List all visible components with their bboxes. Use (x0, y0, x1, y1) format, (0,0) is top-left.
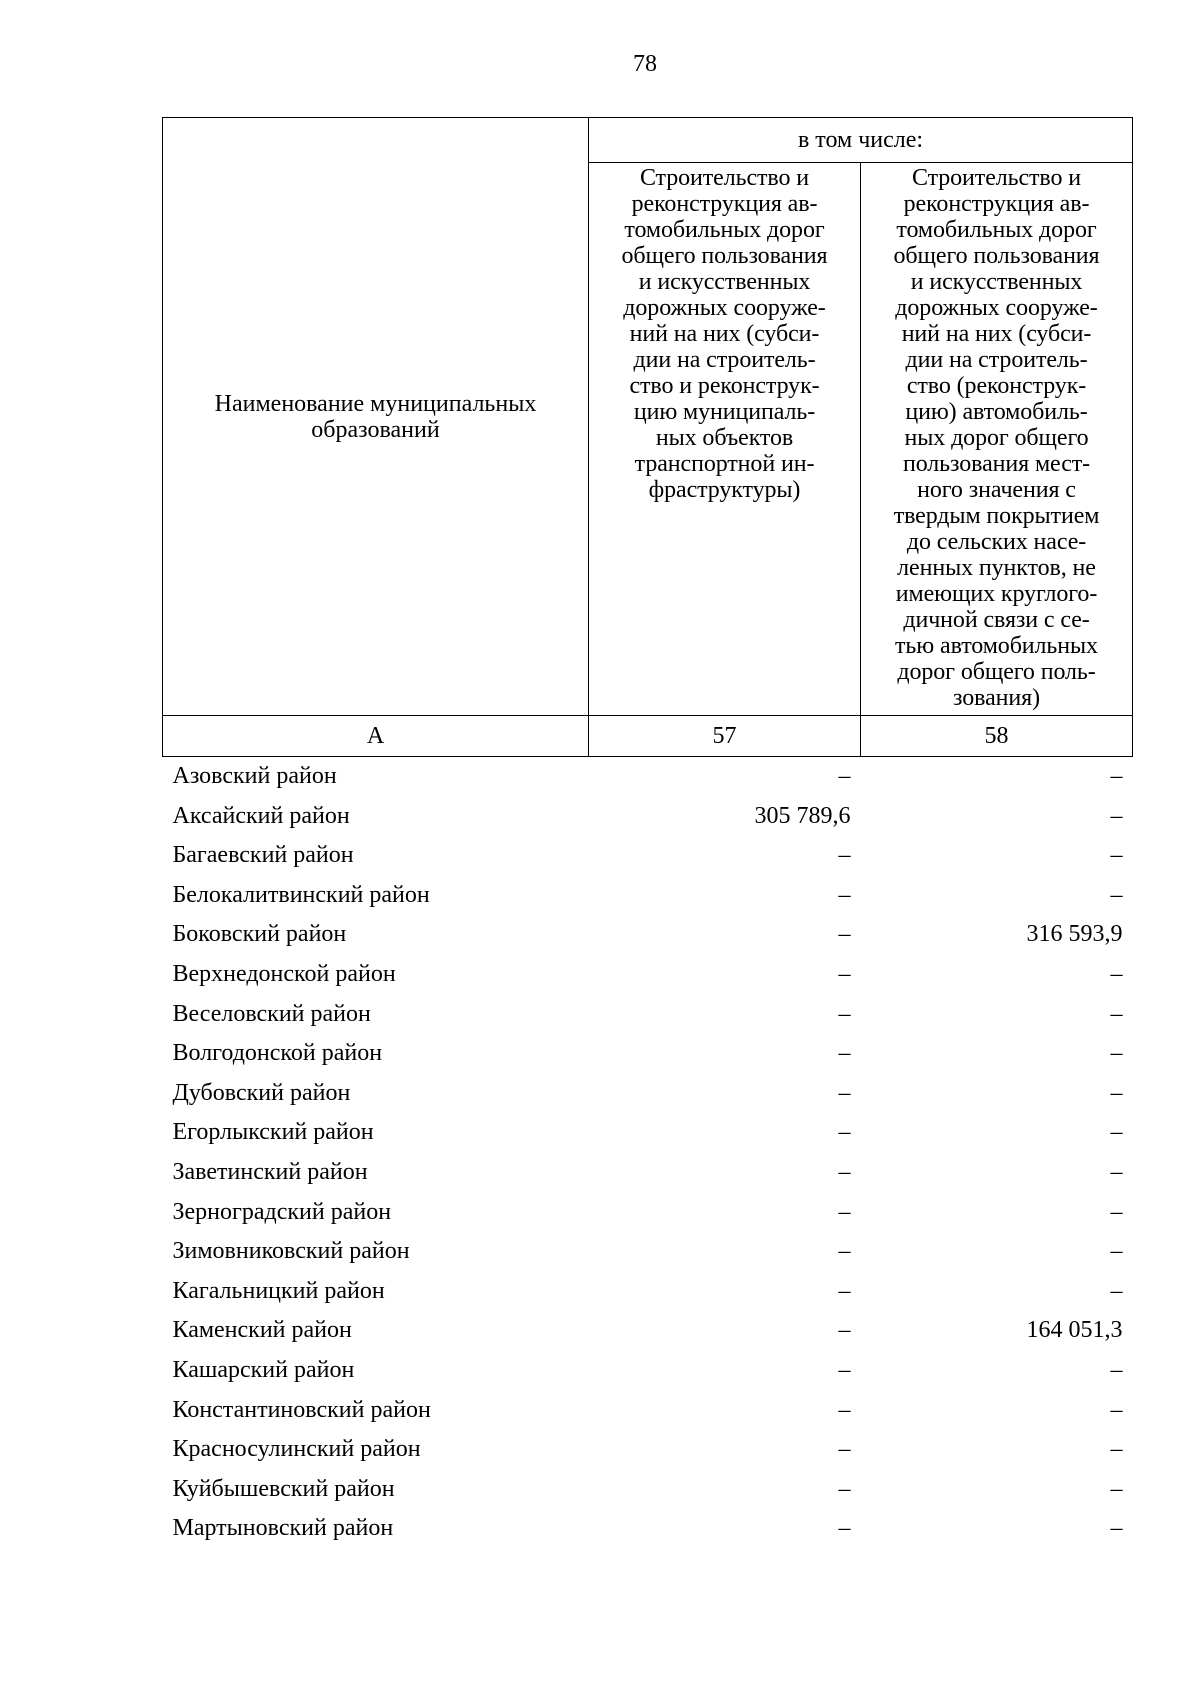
table-row (163, 1232, 1133, 1272)
value-col-57-cell: – (838, 1317, 851, 1344)
table-row (163, 1034, 1133, 1074)
value-col-57-cell: – (838, 763, 851, 789)
value-col-57-cell: – (838, 960, 851, 987)
table-body (163, 757, 1133, 1549)
municipality-name-cell: Азовский район (172, 763, 337, 789)
municipality-name-cell: Константиновский район (172, 1396, 431, 1423)
value-col-58-cell: – (1110, 1396, 1123, 1423)
value-col-57-cell: – (838, 1475, 851, 1502)
table-row (163, 757, 1133, 797)
value-col-58-cell: – (1110, 1515, 1123, 1542)
municipality-name-cell: Дубовский район (172, 1079, 351, 1106)
value-col-57-cell: 305 789,6 (754, 802, 851, 829)
value-col-57-cell: – (838, 842, 851, 869)
value-col-57-cell: – (838, 1277, 851, 1304)
municipal-table (162, 117, 1133, 1549)
value-col-58-cell: – (1110, 1119, 1123, 1146)
table-row (163, 1391, 1133, 1431)
table-header (163, 118, 1133, 757)
value-col-58-cell: – (1110, 842, 1123, 869)
value-col-57-cell: – (838, 1436, 851, 1463)
value-col-58-cell: – (1110, 1040, 1123, 1067)
municipality-name-cell: Кашарский район (172, 1356, 355, 1383)
value-col-58-cell: – (1110, 960, 1123, 987)
value-col-57-cell: – (838, 1040, 851, 1067)
page-number: 78 (633, 51, 657, 77)
table-row (163, 1430, 1133, 1470)
value-col-57-cell: – (838, 1238, 851, 1265)
municipality-name-cell: Багаевский район (172, 842, 354, 869)
table-row (163, 876, 1133, 916)
municipality-name-cell: Боковский район (172, 921, 347, 948)
municipality-name-cell: Аксайский район (172, 802, 350, 829)
value-col-57-cell: – (838, 921, 851, 948)
table-row (163, 1153, 1133, 1193)
value-col-58-cell: – (1110, 1238, 1123, 1265)
value-col-58-cell: – (1110, 1475, 1123, 1502)
value-col-58-cell: – (1110, 881, 1123, 908)
table-row (163, 797, 1133, 837)
municipality-name-cell: Егорлыкский район (172, 1119, 374, 1146)
header-col-58: Строительство и реконструкция ав- томобильных дорог общего пользования и искусственных дорожных сооруже- ний на них (субси- дии на строитель- ство (реконструк- цию) автомобиль- ных дорог общего пользования мест- ного значения с твердым покрытием до сельских насе- ленных пунктов, не имеющих круглого- дичной связи с се- тью автомобильных дорог общего поль- зования) (861, 163, 1133, 716)
numbering-57: 57 (589, 716, 861, 757)
value-col-58-cell: – (1110, 802, 1123, 829)
municipality-name-cell: Куйбышевский район (172, 1475, 395, 1502)
numbering-a: А (163, 716, 589, 757)
value-col-57-cell: – (838, 1356, 851, 1383)
value-col-57-cell: – (838, 1198, 851, 1225)
municipality-name-cell: Волгодонской район (172, 1040, 383, 1067)
value-col-58-cell: – (1110, 1436, 1123, 1463)
header-group-including: в том числе: (589, 118, 1133, 163)
value-col-58-cell: – (1110, 1356, 1123, 1383)
value-col-57-cell: – (838, 881, 851, 908)
value-col-58-cell: – (1110, 1158, 1123, 1185)
value-col-58-cell: – (1110, 1000, 1123, 1027)
value-col-58-cell: – (1110, 1079, 1123, 1106)
table-row (163, 1272, 1133, 1312)
municipality-name-cell: Кагальницкий район (172, 1277, 385, 1304)
value-col-57-cell: – (838, 1515, 851, 1542)
municipality-name-cell: Красносулинский район (172, 1436, 421, 1463)
table-row (163, 1193, 1133, 1233)
value-col-57-cell: – (838, 1079, 851, 1106)
value-col-58-cell: – (1110, 1198, 1123, 1225)
municipality-name-cell: Веселовский район (172, 1000, 371, 1027)
value-col-58-cell: – (1110, 763, 1123, 789)
numbering-58: 58 (861, 716, 1133, 757)
table-row (163, 995, 1133, 1035)
value-col-58-cell: – (1110, 1277, 1123, 1304)
municipality-name-cell: Мартыновский район (172, 1515, 394, 1542)
table-row (163, 915, 1133, 955)
table-row (163, 1074, 1133, 1114)
table-row (163, 955, 1133, 995)
header-municipality-name: Наименование муниципальных образований (163, 118, 589, 716)
table-row (163, 1351, 1133, 1391)
municipality-name-cell: Каменский район (172, 1317, 352, 1344)
municipality-name-cell: Белокалитвинский район (172, 881, 430, 908)
table-row (163, 836, 1133, 876)
table-row (163, 1509, 1133, 1549)
table-row (163, 1113, 1133, 1153)
table-row (163, 1311, 1133, 1351)
value-col-58-cell: 316 593,9 (1026, 921, 1123, 948)
municipality-name-cell: Заветинский район (172, 1158, 368, 1185)
value-col-57-cell: – (838, 1158, 851, 1185)
value-col-57-cell: – (838, 1119, 851, 1146)
table-row (163, 1470, 1133, 1510)
value-col-58-cell: 164 051,3 (1026, 1317, 1123, 1344)
municipality-name-cell: Зерноградский район (172, 1198, 392, 1225)
municipality-name-cell: Зимовниковский район (172, 1238, 410, 1265)
value-col-57-cell: – (838, 1396, 851, 1423)
header-col-57: Строительство и реконструкция ав- томобильных дорог общего пользования и искусственных дорожных сооруже- ний на них (субси- дии на строитель- ство и реконструк- цию муниципаль- ных объектов транспортной ин- фраструктуры) (589, 163, 861, 716)
value-col-57-cell: – (838, 1000, 851, 1027)
municipality-name-cell: Верхнедонской район (172, 960, 396, 987)
